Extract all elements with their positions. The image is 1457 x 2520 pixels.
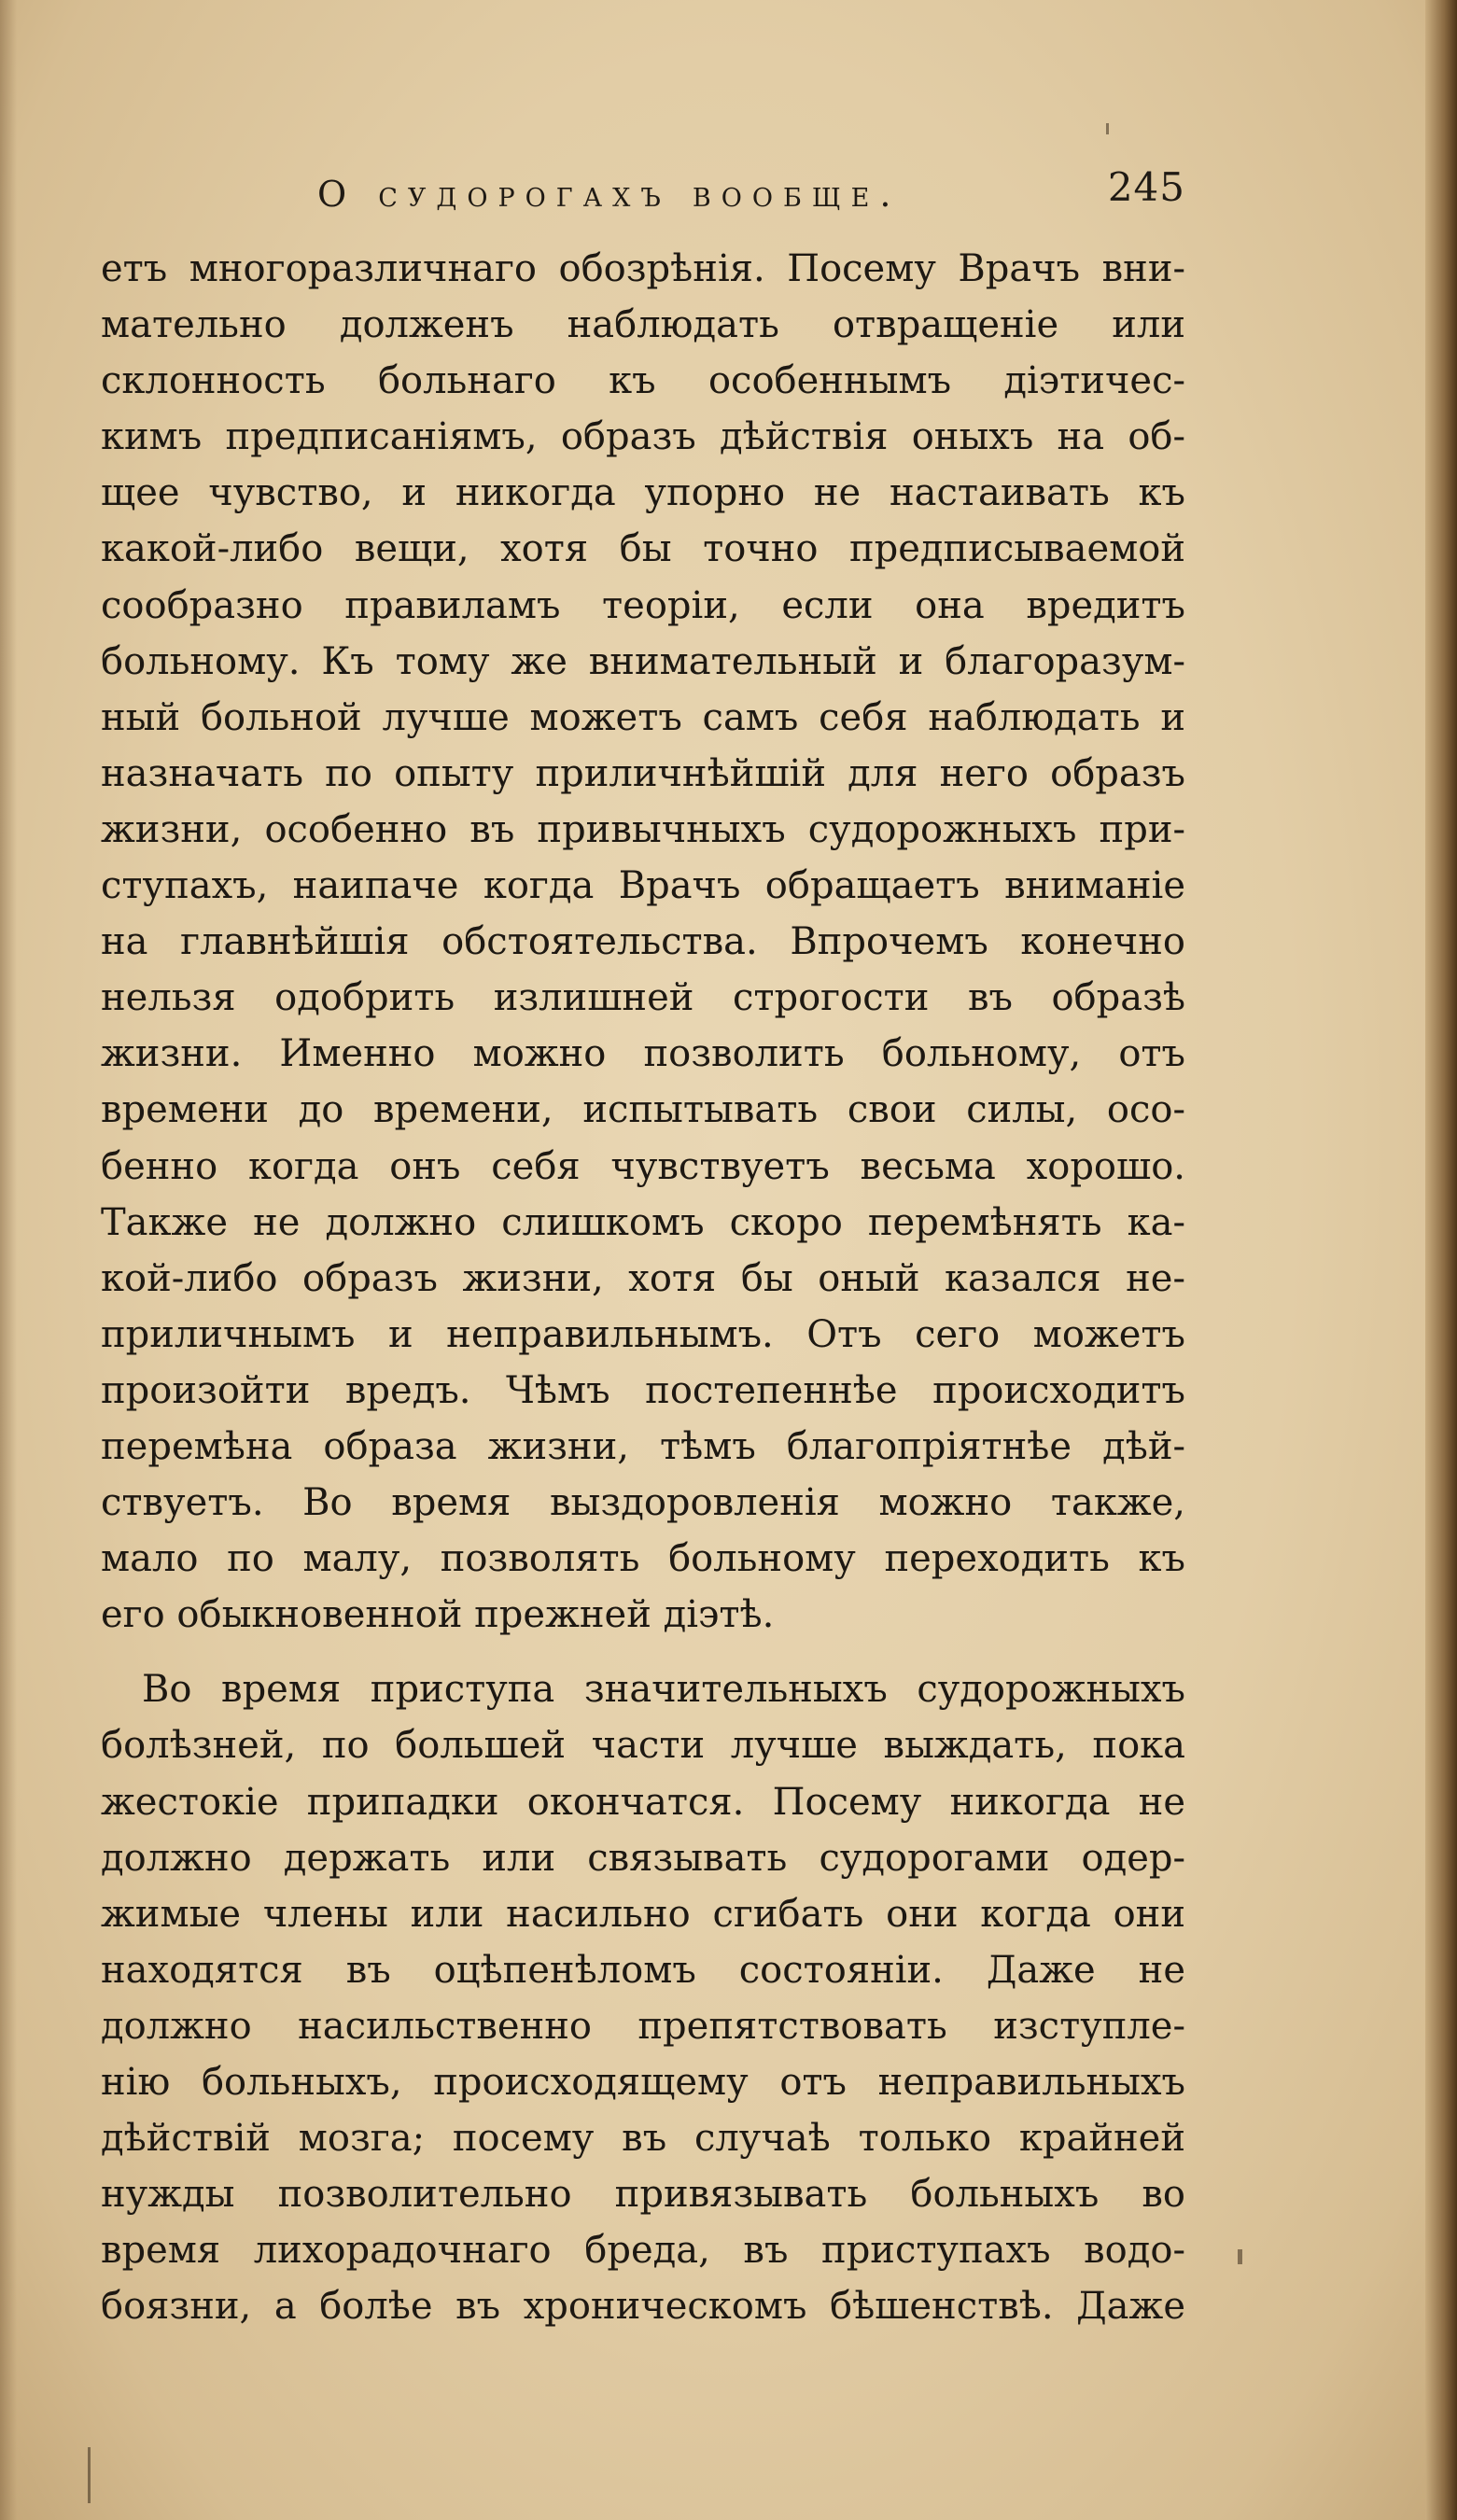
ink-speck	[88, 2447, 91, 2503]
ink-speck	[1106, 123, 1109, 134]
text-line: болѣзней, по большей части лучше выждать, пока	[101, 1724, 1185, 1768]
page-header	[103, 159, 1185, 224]
text-line: жестокіе припадки окончатся. Посему никогда не	[101, 1780, 1185, 1824]
text-line: етъ многоразличнаго обозрѣнія. Посему Врачъ вни-	[101, 247, 1185, 290]
page-left-shadow	[0, 0, 17, 2520]
text-line: жимые члены или насильно сгибать они когда они	[101, 1892, 1185, 1936]
text-line: нужды позволительно привязывать больныхъ во	[101, 2173, 1185, 2217]
text-line: какой-либо вещи, хотя бы точно предписываемой	[101, 527, 1185, 571]
text-line: Также не должно слишкомъ скоро перемѣнять ка-	[101, 1200, 1185, 1244]
text-line: Во время приступа значительныхъ судорожныхъ	[142, 1668, 1185, 1712]
text-line: боязни, а болѣе въ хроническомъ бѣшенствѣ. Даже	[101, 2285, 1185, 2329]
text-line: перемѣна образа жизни, тѣмъ благопріятнѣе дѣй-	[101, 1424, 1185, 1468]
page-number: 245	[1107, 164, 1185, 210]
text-line: дѣйствій мозга; посему въ случаѣ только крайней	[101, 2117, 1185, 2161]
paragraph-1	[101, 241, 1185, 1643]
text-line: ствуетъ. Во время выздоровленія можно также,	[101, 1481, 1185, 1525]
text-line: время лихорадочнаго бреда, въ приступахъ водо-	[101, 2229, 1185, 2273]
paragraph-gap	[101, 1643, 1185, 1661]
text-line: кой-либо образъ жизни, хотя бы оный казался не-	[101, 1256, 1185, 1300]
body-text	[101, 241, 1185, 2334]
text-line: времени до времени, испытывать свои силы, осо-	[101, 1088, 1185, 1132]
text-line: назначать по опыту приличнѣйшій для него образъ	[101, 751, 1185, 795]
text-line: мало по малу, позволять больному переходить къ	[101, 1537, 1185, 1581]
text-line: жизни, особенно въ привычныхъ судорожныхъ при-	[101, 807, 1185, 851]
text-line: должно насильственно препятствовать изступле-	[101, 2004, 1185, 2048]
text-line: произойти вредъ. Чѣмъ постепеннѣе происходитъ	[101, 1368, 1185, 1412]
text-line: находятся въ оцѣпенѣломъ состояніи. Даже не	[101, 1948, 1185, 1992]
paragraph-2	[101, 1661, 1185, 2334]
text-line: бенно когда онъ себя чувствуетъ весьма хорошо.	[101, 1144, 1185, 1188]
text-line: приличнымъ и неправильнымъ. Отъ сего можетъ	[101, 1312, 1185, 1356]
text-line: кимъ предписаніямъ, образъ дѣйствія оныхъ на об-	[101, 415, 1185, 459]
running-head: О судорогахъ вообще.	[317, 174, 902, 215]
text-line: ный больной лучше можетъ самъ себя наблюдать и	[101, 695, 1185, 739]
text-line: должно держать или связывать судорогами одер-	[101, 1836, 1185, 1880]
text-line: склонность больнаго къ особеннымъ діэтичес-	[101, 359, 1185, 403]
text-line: больному. Къ тому же внимательный и благоразум-	[101, 639, 1185, 683]
text-line: щее чувство, и никогда упорно не настаивать къ	[101, 471, 1185, 515]
text-line: ступахъ, наипаче когда Врачъ обращаетъ вниманіе	[101, 864, 1185, 908]
text-line: мательно долженъ наблюдать отвращеніе или	[101, 303, 1185, 347]
text-line: на главнѣйшія обстоятельства. Впрочемъ конечно	[101, 920, 1185, 964]
ink-speck	[1238, 2249, 1242, 2264]
text-line: нельзя одобрить излишней строгости въ образѣ	[101, 976, 1185, 1020]
text-line: нію больныхъ, происходящему отъ неправильныхъ	[101, 2061, 1185, 2104]
page-right-edge	[1425, 0, 1457, 2520]
text-line: его обыкновенной прежней діэтѣ.	[101, 1593, 775, 1637]
text-line: жизни. Именно можно позволить больному, отъ	[101, 1032, 1185, 1076]
text-line: сообразно правиламъ теоріи, если она вредитъ	[101, 583, 1185, 627]
